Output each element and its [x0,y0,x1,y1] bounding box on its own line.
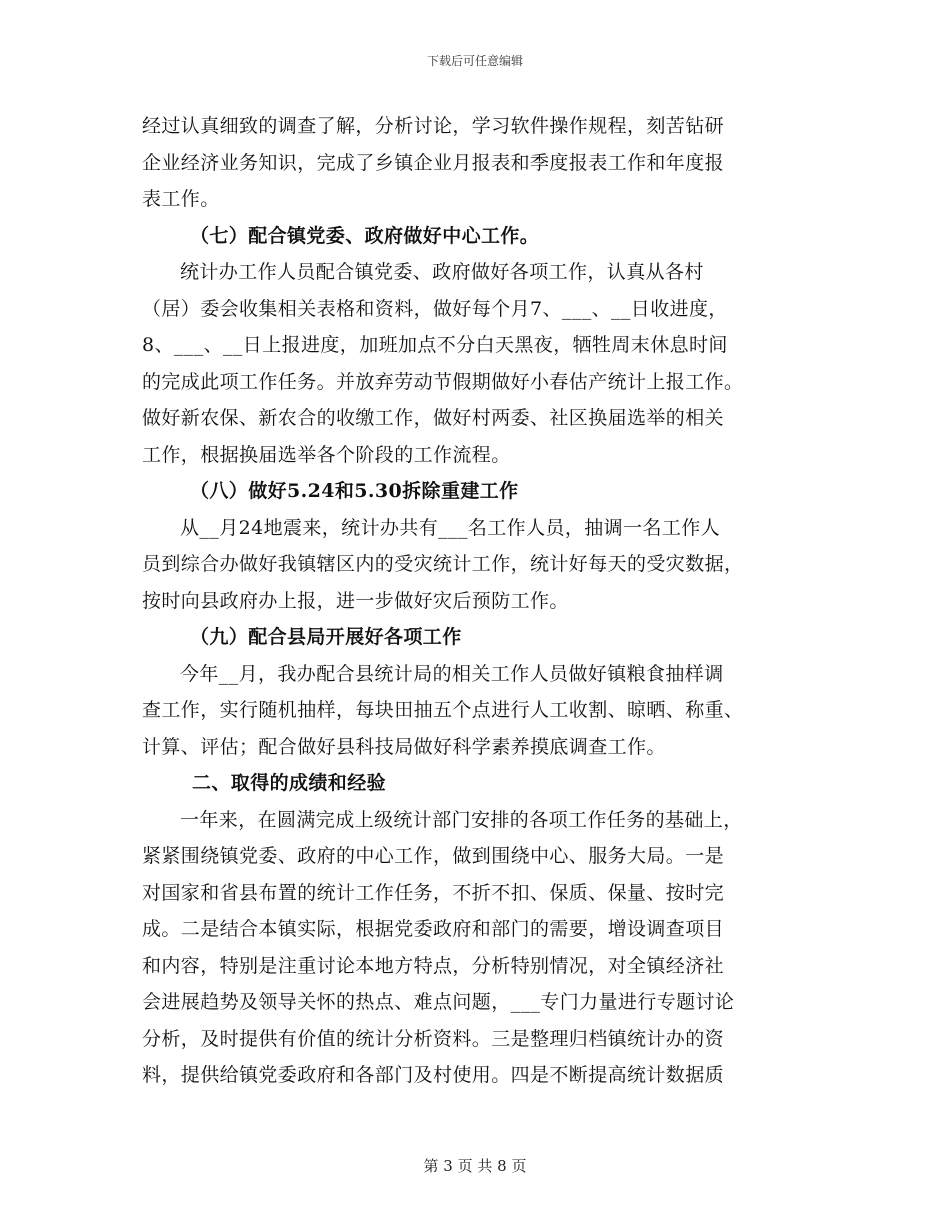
body-line: 做好新农保、新农合的收缴工作，做好村两委、社区换届选举的相关 [142,407,725,429]
body-line: 8、___、__日上报进度，加班加点不分白天黑夜，牺牲周末休息时间 [142,334,728,356]
body-line: 员到综合办做好我镇辖区内的受灾统计工作，统计好每天的受灾数据， [142,553,744,575]
body-line: 一年来，在圆满完成上级统计部门安排的各项工作任务的基础上， [180,808,743,831]
body-line: 会进展趋势及领导关怀的热点、难点问题，___专门力量进行专题讨论 [142,991,735,1013]
body-line: 的完成此项工作任务。并放弃劳动节假期做好小春估产统计上报工作。 [142,370,744,393]
body-line: 对国家和省县布置的统计工作任务，不折不扣、保质、保量、按时完 [142,881,725,904]
body-line: 计算、评估；配合做好县科技局做好科学素养摸底调查工作。 [142,735,666,758]
page-header: 下载后可任意编辑 [426,54,523,68]
body-line: 表工作。 [142,188,220,210]
section-heading-7: （七）配合镇党委、政府做好中心工作。 [190,224,540,247]
section-heading-2: 二、取得的成绩和经验 [192,772,387,794]
body-line: 料，提供给镇党委政府和各部门及村使用。四是不断提高统计数据质 [142,1064,725,1086]
page-footer: 第 3 页 共 8 页 [423,1157,527,1175]
body-line: 紧紧围绕镇党委、政府的中心工作，做到围绕中心、服务大局。一是 [142,845,725,867]
body-line: 企业经济业务知识，完成了乡镇企业月报表和季度报表工作和年度报 [142,151,725,174]
body-line: 今年__月，我办配合县统计局的相关工作人员做好镇粮食抽样调 [180,662,724,685]
body-line: （居）委会收集相关表格和资料，做好每个月7、___、__日收进度， [142,297,728,320]
body-line: 查工作，实行随机抽样，每块田抽五个点进行人工收割、晾晒、称重、 [142,699,744,721]
body-line: 和内容，特别是注重讨论本地方特点，分析特别情况，对全镇经济社 [142,954,725,977]
body-line: 成。二是结合本镇实际，根据党委政府和部门的需要，增设调查项目 [142,918,725,940]
body-line: 从__月24地震来，统计办共有___名工作人员，抽调一名工作人 [180,516,721,539]
section-heading-8: （八）做好5.24和5.30拆除重建工作 [190,480,519,502]
document-body [142,108,810,1094]
body-line: 经过认真细致的调查了解，分析讨论，学习软件操作规程，刻苦钻研 [142,115,725,137]
body-line: 分析，及时提供有价值的统计分析资料。三是整理归档镇统计办的资 [142,1027,725,1050]
body-line: 工作，根据换届选举各个阶段的工作流程。 [142,443,511,466]
body-line: 按时向县政府办上报，进一步做好灾后预防工作。 [142,589,569,612]
body-line: 统计办工作人员配合镇党委、政府做好各项工作，认真从各村 [180,261,704,283]
section-heading-9: （九）配合县局开展好各项工作 [190,626,462,648]
